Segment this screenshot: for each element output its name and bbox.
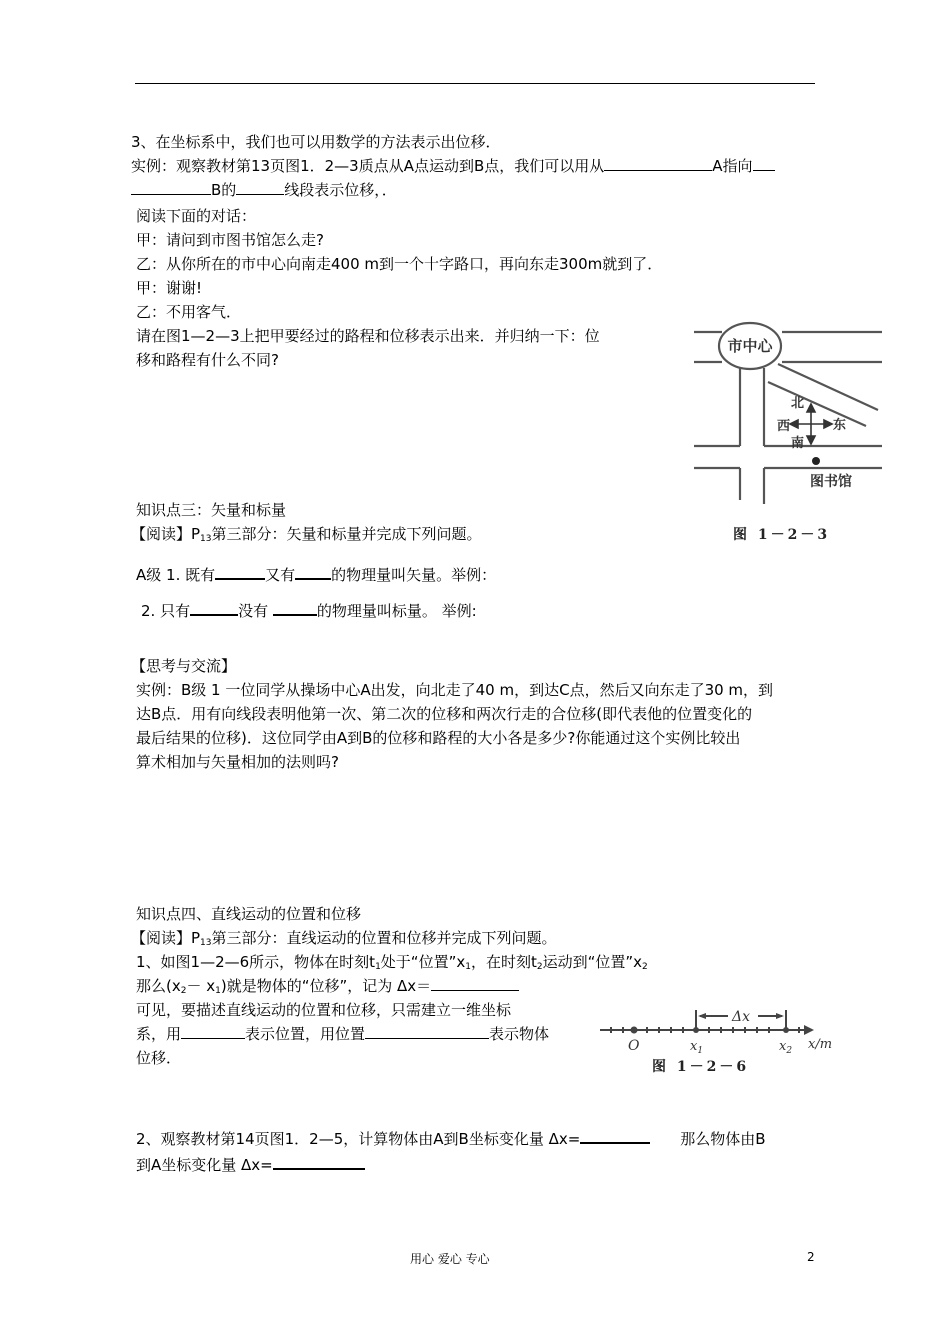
page-number: 2	[807, 1250, 815, 1264]
dialogue-intro: 阅读下面的对话：	[136, 207, 257, 225]
x2-marker	[783, 1027, 789, 1033]
think-para-line-3: 最后结果的位移)．这位同学由A到B的位移和路程的大小各是多少?你能通过这个实例比较出	[136, 729, 741, 747]
map-figure	[688, 318, 884, 550]
kp3-scalar-question: 2. 只有 没有 的物理量叫标量。 举例:	[141, 602, 477, 620]
map-north-label: 北	[791, 396, 805, 411]
section3-example-line2: B的 线段表示位移，．	[131, 180, 397, 200]
blank-position	[181, 1024, 245, 1039]
section3-title: 3、在坐标系中，我们也可以用数学的方法表示出位移．	[131, 133, 501, 151]
map-west-label: 西	[777, 419, 791, 434]
blank-segment	[236, 180, 284, 195]
dialogue-line-1: 甲：请问到市图书馆怎么走?	[136, 231, 324, 249]
dialogue-line-4: 乙：不用客气．	[136, 303, 242, 321]
map-city-center-label: 市中心	[727, 337, 773, 355]
blank-scalar-1	[190, 600, 238, 616]
origin-marker	[631, 1027, 638, 1034]
blank-ba-change	[273, 1154, 365, 1170]
think-para-line-1: 实例：B级 1 一位同学从操场中心A出发，向北走了40 m，到达C点，然后又向东走了30 m，到	[136, 681, 774, 699]
think-para-line-4: 算术相加与矢量相加的法则吗?	[136, 753, 339, 771]
q2-line-2: 到A坐标变化量 Δx=	[136, 1154, 365, 1175]
axis-x2-label: $x_2$	[779, 1039, 793, 1056]
q2-line-1: 2、观察教材第14页图1．2—5，计算物体由A到B坐标变化量 Δx= 那么物体由B	[136, 1130, 766, 1148]
map-south-label: 南	[791, 436, 805, 451]
figure-1-2-6-caption: 图 1－2－6	[652, 1059, 750, 1075]
think-para-line-2: 达B点．用有向线段表明他第一次、第二次的位移和两次行走的合位移(即代表他的位置变化的	[136, 705, 753, 723]
section3-example-line1: 实例：观察教材第13页图1．2—3质点从A点运动到B点，我们可以用从 A指向	[131, 156, 775, 176]
axis-x1-label: $x_1$	[690, 1039, 704, 1056]
kp3-reading: 【阅读】$P_{13}$第三部分：矢量和标量并完成下列问题。	[131, 525, 482, 544]
x1-marker	[693, 1027, 699, 1033]
blank-displacement	[365, 1024, 489, 1039]
kp4-question-line-2: 那么$(x_2- x_1)$就是物体的“位移”，记为 Δx＝	[136, 976, 519, 996]
blank-from	[604, 156, 712, 171]
kp3-vector-question: A级 1. 既有 又有 的物理量叫矢量。举例：	[136, 566, 497, 584]
header-rule	[135, 83, 815, 84]
blank-vector-1	[215, 564, 265, 580]
kp4-title: 知识点四、直线运动的位置和位移	[136, 905, 362, 923]
dialogue-line-2: 乙：从你所在的市中心向南走400 m到一个十字路口，再向东走300m就到了．	[136, 255, 663, 273]
blank-ab-change	[580, 1128, 650, 1144]
blank-to-part1	[753, 156, 775, 171]
blank-vector-2	[295, 564, 331, 580]
footer-motto: 用心 爱心 专心	[410, 1252, 490, 1266]
axis-figure	[596, 998, 842, 1058]
figure-1-2-3-caption: 图 1－2－3	[733, 527, 831, 543]
kp4-question-line-3: 可见，要描述直线运动的位置和位移，只需建立一维坐标	[136, 1001, 512, 1019]
kp4-question-line-1: 1、如图1—2—6所示，物体在时刻$t_1$处于“位置$”x_1$，在时刻$t_2$运动到“位置$”x_2$	[136, 953, 648, 972]
map-east-label: 东	[833, 418, 847, 433]
kp4-question-line-5: 位移．	[136, 1049, 182, 1067]
kp4-question-line-4: 系，用 表示位置，用位置 表示物体	[136, 1025, 550, 1043]
question-line-2: 移和路程有什么不同?	[136, 351, 279, 369]
kp4-reading: 【阅读】$P_{13}$第三部分：直线运动的位置和位移并完成下列问题。	[131, 929, 557, 948]
map-library-label: 图书馆	[810, 474, 852, 490]
kp3-title: 知识点三：矢量和标量	[136, 501, 287, 519]
think-title: 【思考与交流】	[131, 657, 237, 675]
axis-origin-label: O	[628, 1038, 640, 1054]
dialogue-line-3: 甲：谢谢!	[136, 279, 203, 297]
blank-delta-x	[431, 976, 519, 991]
library-marker	[812, 457, 820, 465]
axis-unit-label: x/m	[808, 1037, 833, 1052]
blank-to-part2	[131, 180, 211, 195]
blank-scalar-2	[273, 600, 317, 616]
axis-delta-x-label: Δx	[732, 1009, 751, 1025]
question-line-1: 请在图1—2—3上把甲要经过的路程和位移表示出来．并归纳一下：位	[136, 327, 600, 345]
